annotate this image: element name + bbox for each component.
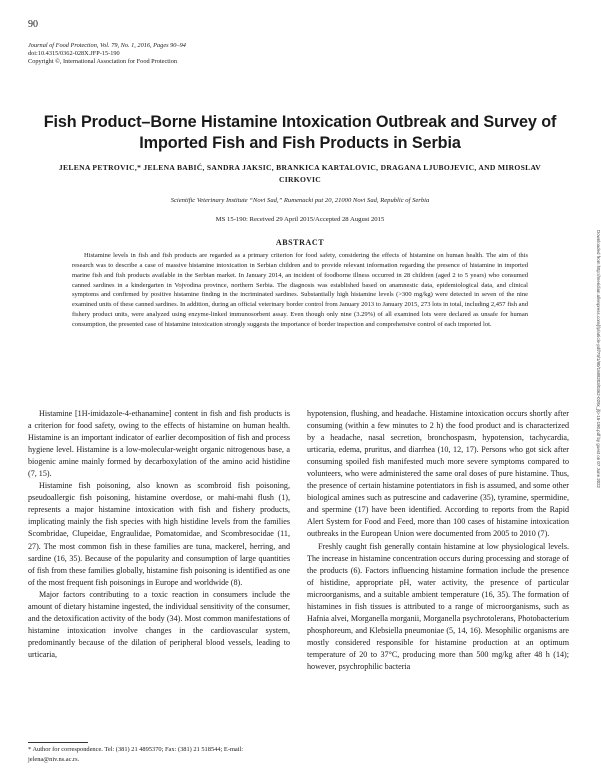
- journal-doi[interactable]: doi:10.4315/0362-028X.JFP-15-190: [28, 50, 120, 58]
- body-paragraph: Freshly caught fish generally contain histamine at low physiological levels. The increase in histamine concentration occurs during processing and storage of the products (6). Factors influencing histamine formation include the presence of histidine, appropriate pH, water activity, the presence of particular microorganisms, and a suitable ambient temperature (16, 35). The formation of histamines in fish tissues is attributed to a range of microorganisms, such as Hafnia alvei, Morganella morganii, Morganella psychrotolerans, Photobacterium phosphoreum, and Klebsiella pneumoniae (5, 14, 16). Mesophilic organisms are mostly considered responsible for histamine production at an optimum temperature of 20 to 37°C, producing more than 500 mg/kg after 48 h (14); however, psychrophilic bacteria: [307, 541, 569, 671]
- manuscript-info: MS 15-190: Received 29 April 2015/Accepted 28 August 2015: [215, 216, 385, 223]
- body-column-right: [307, 408, 569, 673]
- page-number: 90: [28, 19, 38, 30]
- journal-header: [28, 42, 186, 67]
- article-title: Fish Product–Borne Histamine Intoxication Outbreak and Survey of Imported Fish and Fish Products in Serbia: [43, 113, 557, 152]
- body-paragraph: Histamine fish poisoning, also known as scombroid fish poisoning, pseudoallergic fish poisoning, histamine overdose, or mahi-mahi flush (1), represents a major histamine intoxication with fish and fishery products, implicating mainly the fish species with high histidine levels from the families Scombridae, Clupeidae, Engraulidae, Pomatomidae, and Scombresocidae (11, 27). The most common fish in these families are tuna, mackerel, herring, and sardine (16, 35). Because of the popularity and consumption of large quantities of fish from these families globally, histamine fish poisoning is identified as one of the most frequent fish poisonings in Europe and worldwide (8).: [28, 481, 290, 587]
- journal-copyright: Copyright ©, International Association for Food Protection: [28, 58, 178, 66]
- body-paragraph: Histamine [1H-imidazole-4-ethanamine] content in fish and fish products is a criterion for food safety, owing to the effects of histamine on human health. Histamine is an important indicator of earlier decomposition of fish and process hygiene level. Histamine is a low-molecular-weight organic nitrogenous base, a biogenic amine mainly formed by decarboxylation of the amino acid histidine (7, 15).: [28, 409, 290, 479]
- body-paragraph: hypotension, flushing, and headache. Histamine intoxication occurs shortly after consuming (within a few minutes to 2 h) the food product and is characterized by a headache, nasal secretion, bronchospasm, hypotension, tachycardia, urticaria, edema, pruritus, and diarrhea (10, 12, 17). Persons who got sick after consuming spoiled fish manifested much more severe symptoms compared to volunteers, who were administered the same oral doses of pure histamine. Thus, the presence of certain histamine potentiators in fish is assumed, and some other biological amines such as putrescine and cadaverine (35), tyramine, spermidine, and spermine (17) have been identified. According to reports from the Rapid Alert System for Food and Feed, more than 100 cases of histamine intoxication outbreaks in the European Union were documented from 2005 to 2010 (7).: [307, 409, 569, 539]
- journal-citation: Journal of Food Protection, Vol. 79, No. 1, 2016, Pages 90–94: [28, 42, 186, 49]
- footnote-divider: [28, 742, 88, 743]
- abstract-text: Histamine levels in fish and fish products are regarded as a primary criterion for food safety, considering the effects of histamine on human health. The aim of this research was to describe a case of massive histamine intoxication in Serbian children and to provide relevant information regarding the presence of histamine in imported marine fish and fish products available in the Serbian market. In January 2014, an incident of foodborne illness occurred in 28 children (aged 2 to 5 years) who consumed canned sardines in a kindergarten in Vojvodina province, northern Serbia. The diagnosis was established based on anamnestic data, epidemiological data, and clinical symptoms and confirmed by positive histamine finding in the incriminated sardines. Substantially high histamine levels (>300 mg/kg) were detected in seven of the nine examined units of these canned sardines. In addition, during an official veterinary border control from January 2013 to January 2015, 273 lots in total, including 2,457 fish and fishery product units, were analyzed using enzyme-linked immunosorbent assay. Even though only nine (3.29%) of all examined lots were declared as unsafe for human consumption, the presented case of histamine intoxication strongly suggests the importance of border inspection and comprehensive control of each imported lot.: [72, 252, 528, 328]
- affiliation: Scientific Veterinary Institute “Novi Sad,” Rumenacki put 20, 21000 Novi Sad, Republic of Serbia: [170, 197, 430, 204]
- download-side-note[interactable]: Downloaded from http://meridian.allenpress.com/jfp/article-pdf/79/1/90/1688203/0362-028x_jfp-15-190.pdf by guest on 07 June 2022: [596, 230, 601, 488]
- author-list: JELENA PETROVIC,* JELENA BABIĆ, SANDRA JAKSIC, BRANKICA KARTALOVIC, DRAGANA LJUBOJEVIC, AND MIROSLAV CIRKOVIC: [58, 163, 542, 184]
- correspondence-footnote: * Author for correspondence. Tel: (381) 21 4895370; Fax: (381) 21 518544; E-mail: jelena@niv.ns.ac.rs.: [28, 746, 244, 763]
- body-paragraph: Major factors contributing to a toxic reaction in consumers include the amount of dietary histamine ingested, the individual sensitivity of the consumer, and the detoxification activity of the body (34). Most common manifestations of histamine intoxication involve changes in the cardiovascular system, predominantly because of the dilation of peripheral blood vessels, leading to urticaria,: [28, 589, 290, 659]
- body-column-left: [28, 408, 290, 661]
- abstract-heading: ABSTRACT: [275, 238, 325, 247]
